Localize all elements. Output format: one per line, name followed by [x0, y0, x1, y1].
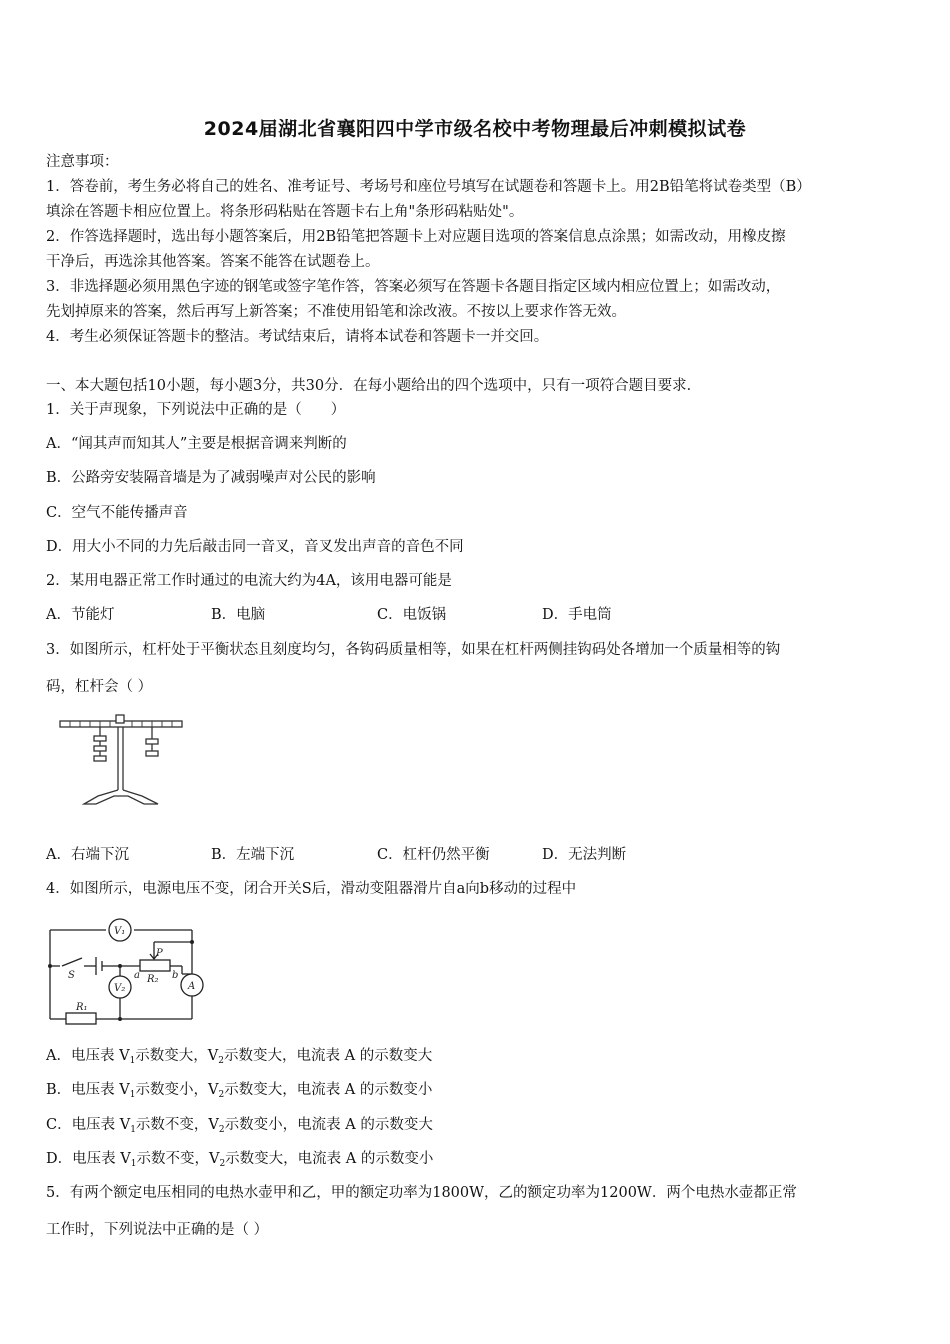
- v1-label: V₁: [114, 926, 126, 937]
- switch-label: S: [68, 970, 75, 981]
- page-title: 2024届湖北省襄阳四中学市级名校中考物理最后冲刺模拟试卷: [203, 118, 747, 140]
- notice-heading: 注意事项：: [46, 154, 119, 170]
- q1-option-a: A．“闻其声而知其人”主要是根据音调来判断的: [46, 436, 347, 452]
- notice-line: 先划掉原来的答案，然后再写上新答案；不准使用铅笔和涂改液。不按以上要求作答无效。: [46, 304, 626, 320]
- q4-option-d: D．电压表 $V_1$示数不变，$V_2$示数变大，电流表 A 的示数变小: [46, 1151, 434, 1169]
- v2-label: V₂: [114, 983, 126, 994]
- r1-label: R₁: [76, 1002, 88, 1013]
- question-4-stem: 4．如图所示，电源电压不变，闭合开关S后，滑动变阻器滑片自a向b移动的过程中: [46, 881, 577, 897]
- notice-line: 3．非选择题必须用黑色字迹的钢笔或签字笔作答，答案必须写在答题卡各题目指定区域内相应位置上；如需改动，: [46, 279, 781, 295]
- notice-line: 2．作答选择题时，选出每小题答案后，用2B铅笔把答题卡上对应题目选项的答案信息点涂黑；如需改动，用橡皮擦: [46, 229, 786, 245]
- q3-option-a: A．右端下沉: [46, 847, 129, 863]
- q2-option-d: D．手电筒: [542, 607, 612, 623]
- question-3-stem: 3．如图所示，杠杆处于平衡状态且刻度均匀，各钩码质量相等，如果在杠杆两侧挂钩码处各增加一个质量相等的钩: [46, 642, 781, 658]
- notice-line: 填涂在答题卡相应位置上。将条形码粘贴在答题卡右上角"条形码粘贴处"。: [46, 204, 524, 220]
- q2-option-a: A．节能灯: [46, 607, 115, 623]
- ammeter-label: A: [188, 981, 196, 992]
- q3-option-c: C．杠杆仍然平衡: [377, 847, 490, 863]
- q1-option-b: B．公路旁安装隔音墙是为了减弱噪声对公民的影响: [46, 470, 376, 486]
- question-1-stem: 1．关于声现象，下列说法中正确的是（ ）: [46, 402, 346, 418]
- slider-label: P: [156, 948, 163, 959]
- circuit-figure: [44, 912, 214, 1026]
- notice-line: 4．考生必须保证答题卡的整洁。考试结束后，请将本试卷和答题卡一并交回。: [46, 329, 549, 345]
- question-5-stem: 5．有两个额定电压相同的电热水壶甲和乙，甲的额定功率为1800W，乙的额定功率为1200W．两个电热水壶都正常: [46, 1185, 797, 1201]
- end-a-label: a: [134, 970, 140, 981]
- q4-option-c: C．电压表 $V_1$示数不变，$V_2$示数变小，电流表 A 的示数变大: [46, 1117, 433, 1135]
- end-b-label: b: [172, 970, 179, 981]
- section-heading: 一、本大题包括10小题，每小题3分，共30分．在每小题给出的四个选项中，只有一项符合题目要求．: [46, 378, 702, 394]
- q3-option-b: B．左端下沉: [211, 847, 295, 863]
- lever-figure: [58, 712, 186, 808]
- q1-option-c: C．空气不能传播声音: [46, 505, 188, 521]
- r2-label: R₂: [147, 974, 159, 985]
- q4-option-b: B．电压表 $V_1$示数变小，$V_2$示数变大，电流表 A 的示数变小: [46, 1082, 433, 1100]
- question-3-stem-cont: 码，杠杆会（ ）: [46, 679, 153, 695]
- question-2-stem: 2．某用电器正常工作时通过的电流大约为4A，该用电器可能是: [46, 573, 452, 589]
- notice-line: 1．答卷前，考生务必将自己的姓名、准考证号、考场号和座位号填写在试题卷和答题卡上。用2B铅笔将试卷类型（B）: [46, 179, 811, 195]
- q2-option-b: B．电脑: [211, 607, 266, 623]
- notice-line: 干净后，再选涂其他答案。答案不能答在试题卷上。: [46, 254, 380, 270]
- q1-option-d: D．用大小不同的力先后敲击同一音叉，音叉发出声音的音色不同: [46, 539, 464, 555]
- question-5-stem-cont: 工作时，下列说法中正确的是（ ）: [46, 1222, 269, 1238]
- q2-option-c: C．电饭锅: [377, 607, 447, 623]
- q4-option-a: A．电压表 $V_1$示数变大，$V_2$示数变大，电流表 A 的示数变大: [46, 1048, 433, 1066]
- q3-option-d: D．无法判断: [542, 847, 627, 863]
